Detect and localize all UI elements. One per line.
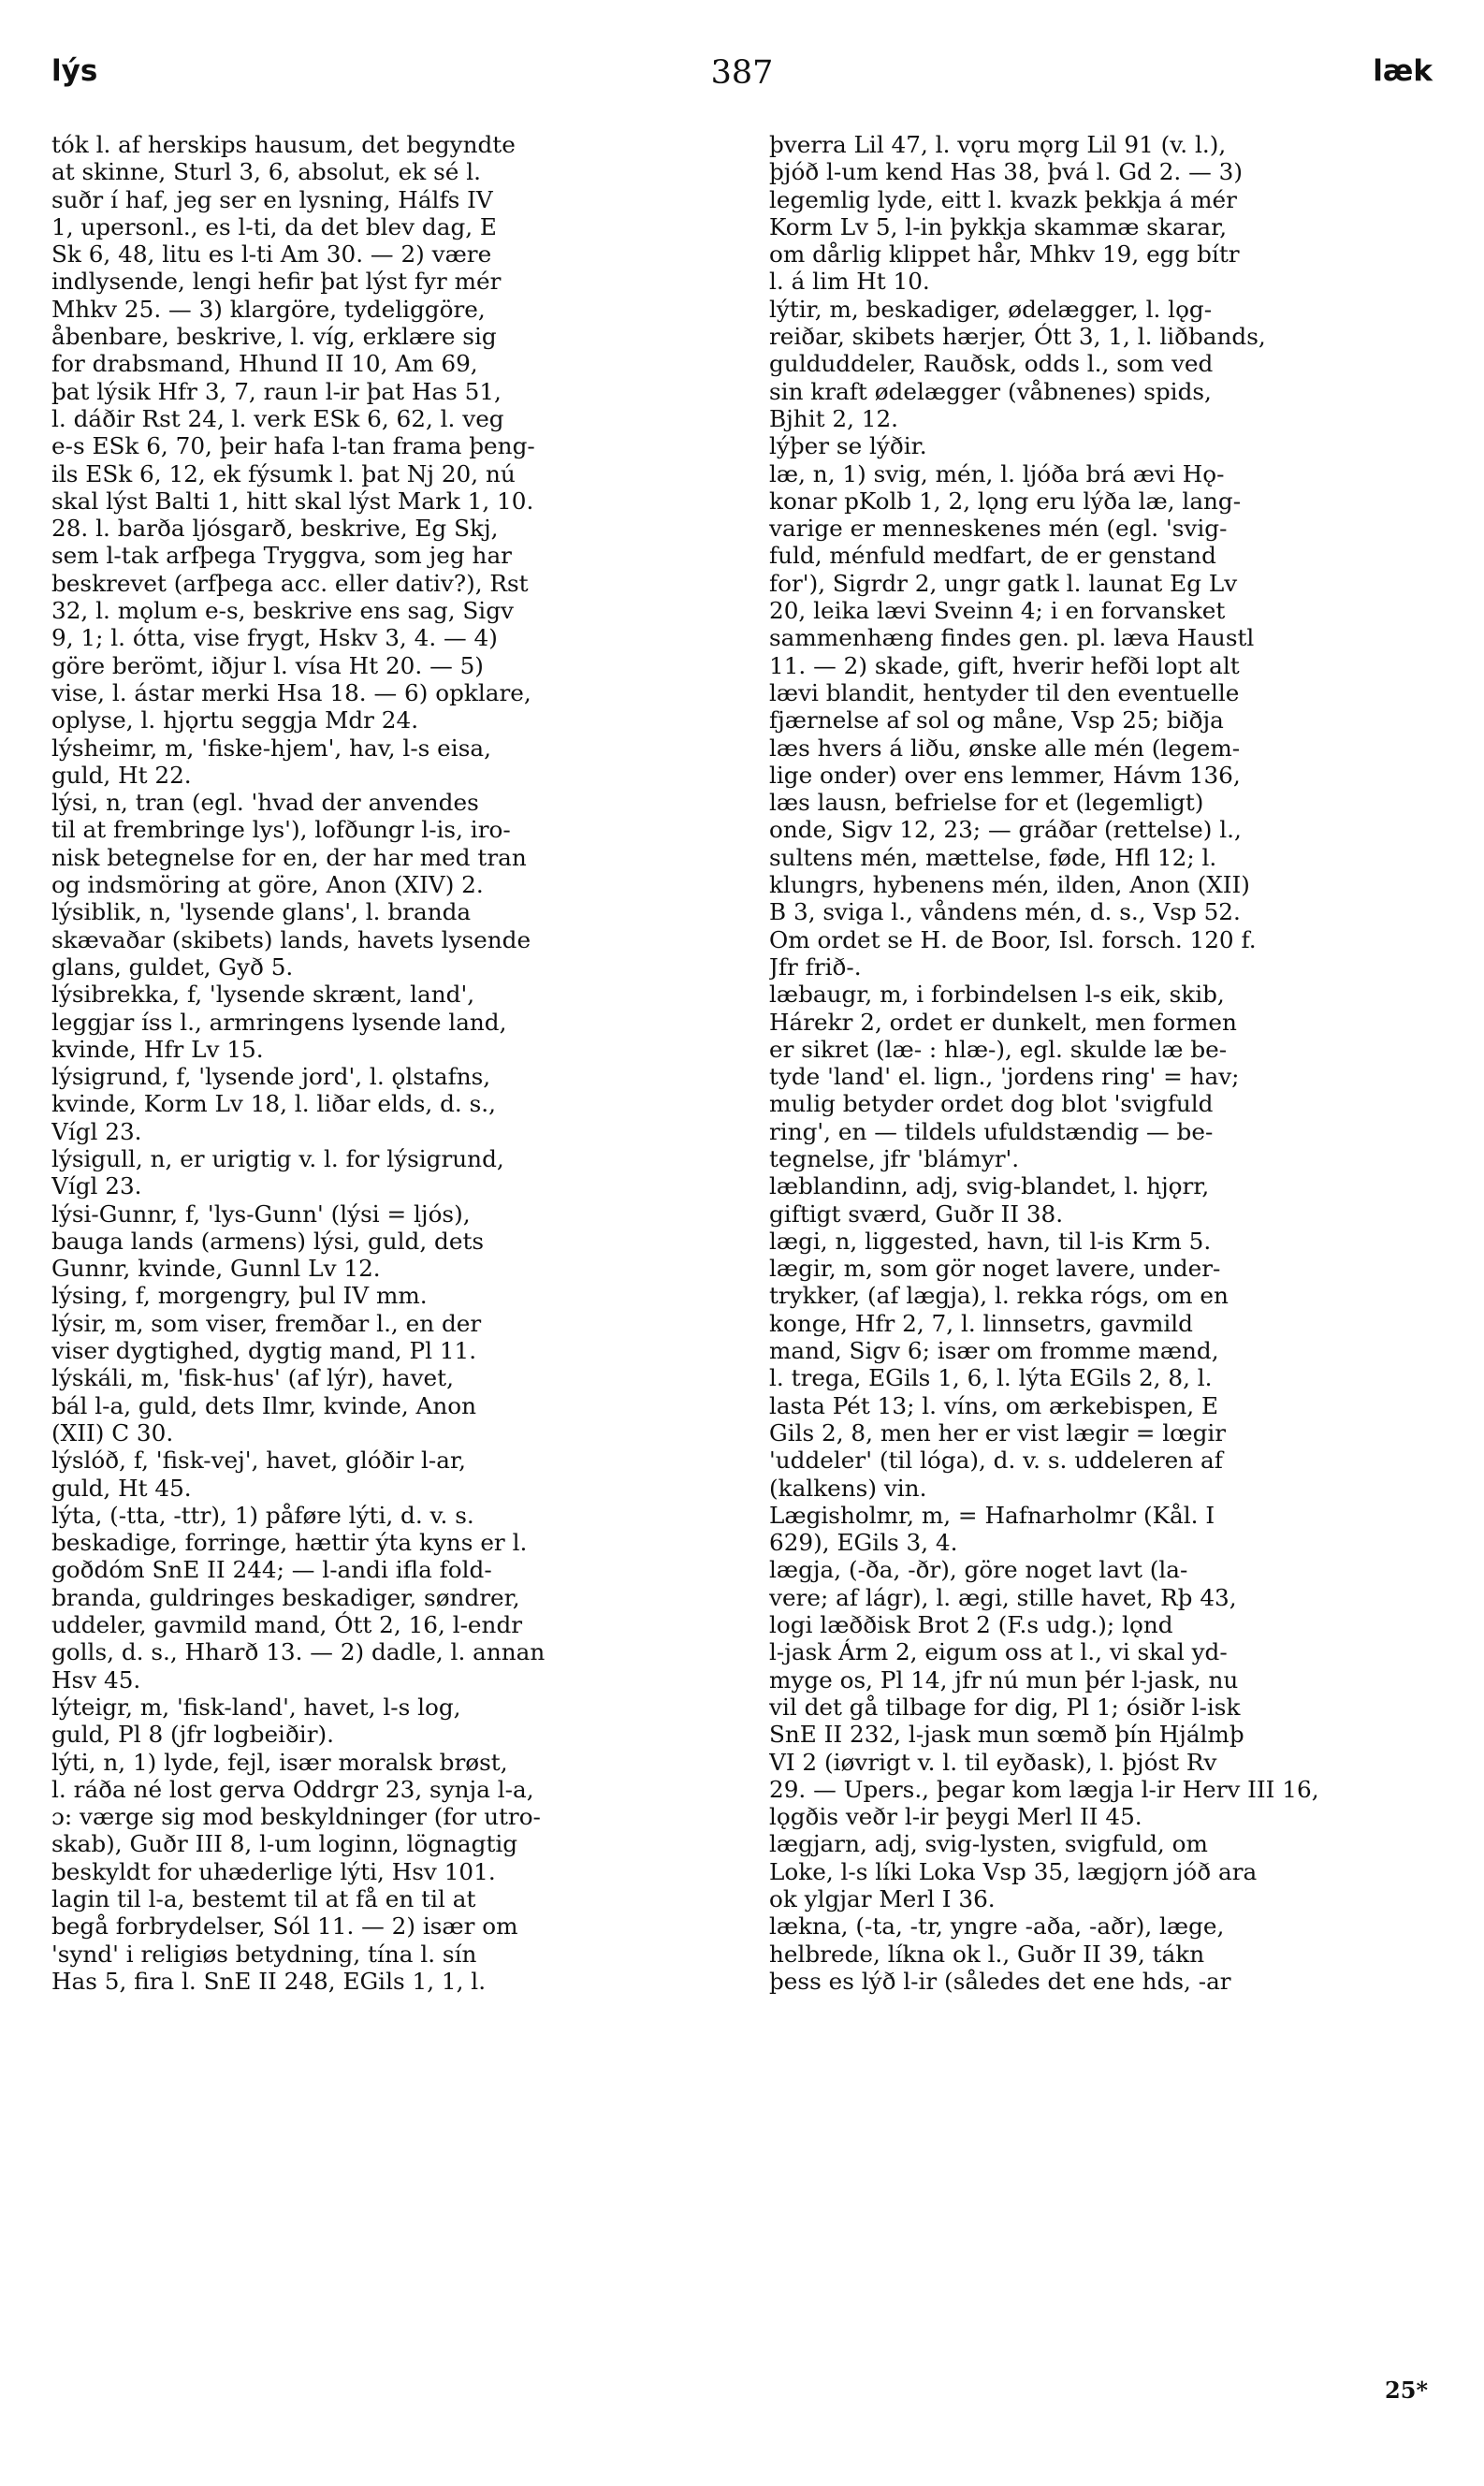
text-line: lasta Pét 13; l. víns, om ærkebispen, E <box>769 1391 1219 1419</box>
text-line: reiðar, skibets hærjer, Ótt 3, 1, l. liðbands, <box>769 323 1266 351</box>
text-line: lýsing, f, morgengry, þul IV mm. <box>51 1282 428 1310</box>
text-line: goðdóm SnE II 244; — l-andi ifla fold- <box>51 1556 492 1584</box>
text-line: mand, Sigv 6; især om fromme mænd, <box>769 1337 1219 1365</box>
text-line: lýsheimr, m, 'fiske-hjem', hav, l-s eisa, <box>51 734 491 762</box>
text-line: lagin til l-a, bestemt til at få en til at <box>51 1885 476 1912</box>
text-line: golls, d. s., Hharð 13. — 2) dadle, l. annan <box>51 1638 546 1666</box>
text-line: B 3, sviga l., våndens mén, d. s., Vsp 52. <box>769 898 1241 926</box>
text-line: lýþer se lýðir. <box>769 432 927 460</box>
text-line: beskrevet (arfþega acc. eller dativ?), Rst <box>51 569 529 597</box>
text-line: lýsiblik, n, 'lysende glans', l. branda <box>51 898 472 926</box>
text-line: ils ESk 6, 12, ek fýsumk l. þat Nj 20, nú <box>51 459 516 487</box>
text-line: ɔ: værge sig mod beskyldninger (for utro- <box>51 1803 541 1831</box>
text-line: giftigt sværd, Guðr II 38. <box>769 1199 1064 1228</box>
text-line: at skinne, Sturl 3, 6, absolut, ek sé l. <box>51 158 481 186</box>
text-line: helbrede, líkna ok l., Guðr II 39, tákn <box>769 1940 1205 1968</box>
right-column <box>769 131 1433 1995</box>
text-line: 28. l. barða ljósgarð, beskrive, Eg Skj, <box>51 515 499 543</box>
text-line: l-jask Árm 2, eigum oss at l., vi skal yd- <box>769 1638 1228 1666</box>
text-line: for drabsmand, Hhund II 10, Am 69, <box>51 350 478 378</box>
text-line: guld, Pl 8 (jfr logbeiðir). <box>51 1721 334 1749</box>
text-line: lýsibrekka, f, 'lysende skrænt, land', <box>51 981 475 1009</box>
right-guide-word: læk <box>1373 54 1433 88</box>
text-line: lýteigr, m, 'fisk-land', havet, l-s log, <box>51 1693 461 1721</box>
text-line: þjóð l-um kend Has 38, þvá l. Gd 2. — 3) <box>769 158 1243 186</box>
text-line: 20, leika lævi Sveinn 4; i en forvansket <box>769 597 1226 625</box>
text-line: branda, guldringes beskadiger, søndrer, <box>51 1583 520 1611</box>
text-line: læs lausn, befrielse for et (legemligt) <box>769 789 1204 817</box>
text-line: lýskáli, m, 'fisk-hus' (af lýr), havet, <box>51 1364 454 1392</box>
text-line: og indsmöring at göre, Anon (XIV) 2. <box>51 871 484 899</box>
text-line: skal lýst Balti 1, hitt skal lýst Mark 1, 10. <box>51 487 534 515</box>
text-line: 'synd' i religiøs betydning, tína l. sín <box>51 1940 477 1968</box>
text-line: lýsigull, n, er urigtig v. l. for lýsigrund, <box>51 1144 504 1172</box>
text-line: læblandinn, adj, svig-blandet, l. hjǫrr, <box>769 1172 1210 1200</box>
text-line: sammenhæng findes gen. pl. læva Haustl <box>769 624 1255 652</box>
text-line: oplyse, l. hjǫrtu seggja Mdr 24. <box>51 706 419 734</box>
text-line: leggjar íss l., armringens lysende land, <box>51 1008 507 1036</box>
text-line: nisk betegnelse for en, der har med tran <box>51 843 527 871</box>
text-line: Korm Lv 5, l-in þykkja skammæ skarar, <box>769 212 1228 240</box>
text-line: ring', en — tildels ufuldstændig — be- <box>769 1117 1214 1145</box>
text-line: indlysende, lengi hefir þat lýst fyr mér <box>51 268 502 296</box>
text-line: 'uddeler' (til lóga), d. v. s. uddeleren af <box>769 1447 1223 1475</box>
text-line: sem l-tak arfþega Tryggva, som jeg har <box>51 542 512 570</box>
text-line: vere; af lágr), l. ægi, stille havet, Rþ 43, <box>769 1583 1237 1611</box>
text-line: viser dygtighed, dygtig mand, Pl 11. <box>51 1337 477 1365</box>
text-line: 629), EGils 3, 4. <box>769 1529 958 1557</box>
page-number: 387 <box>710 54 774 92</box>
text-line: guld, Ht 22. <box>51 761 192 789</box>
text-line: Hárekr 2, ordet er dunkelt, men formen <box>769 1008 1237 1036</box>
text-line: skab), Guðr III 8, l-um loginn, lögnagtig <box>51 1830 518 1858</box>
text-line: Gils 2, 8, men her er vist lægir = lœgir <box>769 1418 1227 1447</box>
text-line: læbaugr, m, i forbindelsen l-s eik, skib, <box>769 981 1225 1009</box>
text-line: lævi blandit, hentyder til den eventuelle <box>769 678 1240 706</box>
text-line: vise, l. ástar merki Hsa 18. — 6) opklare, <box>51 678 531 706</box>
text-line: bál l-a, guld, dets Ilmr, kvinde, Anon <box>51 1391 477 1419</box>
text-line: sin kraft ødelægger (våbnenes) spids, <box>769 377 1212 405</box>
text-line: l. ráða né lost gerva Oddrgr 23, synja l-a, <box>51 1775 534 1803</box>
text-line: Jfr frið-. <box>769 952 862 981</box>
text-line: 29. — Upers., þegar kom lægja l-ir Herv III 16, <box>769 1775 1319 1803</box>
text-line: 1, upersonl., es l-ti, da det blev dag, E <box>51 212 497 240</box>
text-line: 11. — 2) skade, gift, hverir hefði lopt alt <box>769 651 1240 679</box>
text-line: myge os, Pl 14, jfr nú mun þér l-jask, nu <box>769 1665 1239 1694</box>
text-line: lǫgðis veðr l-ir þeygi Merl II 45. <box>769 1803 1142 1831</box>
page-header <box>51 54 1433 101</box>
signature-mark: 25* <box>1385 2377 1428 2404</box>
text-line: lýsigrund, f, 'lysende jord', l. ǫlstafns, <box>51 1063 491 1091</box>
text-line: göre berömt, iðjur l. vísa Ht 20. — 5) <box>51 651 484 679</box>
text-line: konar pKolb 1, 2, lǫng eru lýða læ, lang- <box>769 487 1242 515</box>
text-line: mulig betyder ordet dog blot 'svigfuld <box>769 1090 1214 1118</box>
text-line: lige onder) over ens lemmer, Hávm 136, <box>769 761 1241 789</box>
text-line: Om ordet se H. de Boor, Isl. forsch. 120 f. <box>769 925 1257 953</box>
text-line: Vígl 23. <box>51 1172 142 1200</box>
text-line: VI 2 (iøvrigt v. l. til eyðask), l. þjóst Rv <box>769 1748 1217 1776</box>
text-line: kvinde, Hfr Lv 15. <box>51 1035 264 1063</box>
text-line: (kalkens) vin. <box>769 1474 927 1502</box>
text-line: for'), Sigrdr 2, ungr gatk l. launat Eg Lv <box>769 569 1238 597</box>
text-line: fjærnelse af sol og måne, Vsp 25; biðja <box>769 706 1224 734</box>
text-line: Sk 6, 48, litu es l-ti Am 30. — 2) være <box>51 240 492 269</box>
text-line: 32, l. mǫlum e-s, beskrive ens sag, Sigv <box>51 597 514 625</box>
text-line: trykker, (af lægja), l. rekka rógs, om en <box>769 1282 1229 1310</box>
text-line: suðr í haf, jeg ser en lysning, Hálfs IV <box>51 185 493 213</box>
text-line: tegnelse, jfr 'blámyr'. <box>769 1144 1020 1172</box>
text-line: e-s ESk 6, 70, þeir hafa l-tan frama þeng- <box>51 432 535 460</box>
text-line: onde, Sigv 12, 23; — gráðar (rettelse) l., <box>769 816 1242 844</box>
text-line: tyde 'land' el. lign., 'jordens ring' = hav; <box>769 1063 1240 1091</box>
text-line: åbenbare, beskrive, l. víg, erklære sig <box>51 323 497 351</box>
text-line: bauga lands (armens) lýsi, guld, dets <box>51 1227 485 1255</box>
text-line: Hsv 45. <box>51 1665 141 1694</box>
text-line: 9, 1; l. ótta, vise frygt, Hskv 3, 4. — 4) <box>51 624 498 652</box>
text-line: varige er menneskenes mén (egl. 'svig- <box>769 515 1228 543</box>
text-line: l. á lim Ht 10. <box>769 268 930 296</box>
text-line: Mhkv 25. — 3) klargöre, tydeliggöre, <box>51 295 486 323</box>
text-line: kvinde, Korm Lv 18, l. liðar elds, d. s., <box>51 1090 496 1118</box>
text-line: fuld, ménfuld medfart, de er genstand <box>769 542 1216 570</box>
text-line: Gunnr, kvinde, Gunnl Lv 12. <box>51 1255 381 1283</box>
text-line: SnE II 232, l-jask mun sœmð þín Hjálmþ <box>769 1721 1244 1749</box>
text-line: til at frembringe lys'), lofðungr l-is, iro- <box>51 816 511 844</box>
text-line: legemlig lyde, eitt l. kvazk þekkja á mér <box>769 185 1237 213</box>
text-line: konge, Hfr 2, 7, l. linnsetrs, gavmild <box>769 1309 1193 1337</box>
text-line: lýta, (-tta, -ttr), 1) påføre lýti, d. v. s. <box>51 1501 474 1529</box>
text-line: beskadige, forringe, hættir ýta kyns er l. <box>51 1529 528 1557</box>
text-line: lýti, n, 1) lyde, fejl, især moralsk brøst, <box>51 1748 508 1776</box>
text-line: uddeler, gavmild mand, Ótt 2, 16, l-endr <box>51 1611 523 1639</box>
text-line: lýsir, m, som viser, fremðar l., en der <box>51 1309 482 1337</box>
text-line: logi læððisk Brot 2 (F.s udg.); lǫnd <box>769 1611 1173 1639</box>
text-line: Vígl 23. <box>51 1117 142 1145</box>
text-line: skævaðar (skibets) lands, havets lysende <box>51 925 531 953</box>
text-line: gulduddeler, Rauðsk, odds l., som ved <box>769 350 1214 378</box>
left-guide-word: lýs <box>51 54 98 88</box>
text-line: Has 5, fira l. SnE II 248, EGils 1, 1, l. <box>51 1967 487 1995</box>
text-line: Bjhit 2, 12. <box>769 404 899 432</box>
text-line: lýsi, n, tran (egl. 'hvad der anvendes <box>51 789 479 817</box>
text-line: sultens mén, mættelse, føde, Hfl 12; l. <box>769 843 1217 871</box>
text-line: þverra Lil 47, l. vǫru mǫrg Lil 91 (v. l.), <box>769 131 1227 158</box>
left-column <box>51 131 716 1995</box>
text-line: lýsi-Gunnr, f, 'lys-Gunn' (lýsi = ljós), <box>51 1199 471 1228</box>
text-line: (XII) C 30. <box>51 1418 174 1447</box>
text-line: vil det gå tilbage for dig, Pl 1; ósiðr l-isk <box>769 1693 1241 1721</box>
text-line: lægir, m, som gör noget lavere, under- <box>769 1255 1221 1283</box>
text-line: l. dáðir Rst 24, l. verk ESk 6, 62, l. veg <box>51 404 504 432</box>
text-line: lækna, (-ta, -tr, yngre -aða, -aðr), læge, <box>769 1912 1225 1941</box>
text-line: klungrs, hybenens mén, ilden, Anon (XII) <box>769 871 1250 899</box>
text-line: l. trega, EGils 1, 6, l. lýta EGils 2, 8, l. <box>769 1364 1213 1392</box>
text-line: lægjarn, adj, svig-lysten, svigfuld, om <box>769 1830 1208 1858</box>
text-line: Loke, l-s líki Loka Vsp 35, lægjǫrn jóð ara <box>769 1857 1258 1885</box>
text-line: lægi, n, liggested, havn, til l-is Krm 5. <box>769 1227 1212 1255</box>
text-line: guld, Ht 45. <box>51 1474 192 1502</box>
text-line: Lægisholmr, m, = Hafnarholmr (Kål. I <box>769 1501 1215 1529</box>
text-line: er sikret (læ- : hlæ-), egl. skulde læ be- <box>769 1035 1228 1063</box>
text-line: læ, n, 1) svig, mén, l. ljóða brá ævi Hǫ- <box>769 459 1225 487</box>
text-line: begå forbrydelser, Sól 11. — 2) især om <box>51 1912 518 1941</box>
text-line: glans, guldet, Gyð 5. <box>51 952 294 981</box>
text-line: lýslóð, f, 'fisk-vej', havet, glóðir l-ar, <box>51 1447 466 1475</box>
text-line: lýtir, m, beskadiger, ødelægger, l. lǫg- <box>769 295 1213 323</box>
text-line: þess es lýð l-ir (således det ene hds, -ar <box>769 1967 1231 1995</box>
text-line: tók l. af herskips hausum, det begyndte <box>51 131 516 158</box>
text-line: lægja, (-ða, -ðr), göre noget lavt (la- <box>769 1556 1188 1584</box>
text-line: læs hvers á liðu, ønske alle mén (legem- <box>769 734 1241 762</box>
text-line: om dårlig klippet hår, Mhkv 19, egg bítr <box>769 240 1240 269</box>
text-line: ok ylgjar Merl I 36. <box>769 1885 996 1912</box>
text-line: beskyldt for uhæderlige lýti, Hsv 101. <box>51 1857 496 1885</box>
text-line: þat lýsik Hfr 3, 7, raun l-ir þat Has 51, <box>51 377 502 405</box>
